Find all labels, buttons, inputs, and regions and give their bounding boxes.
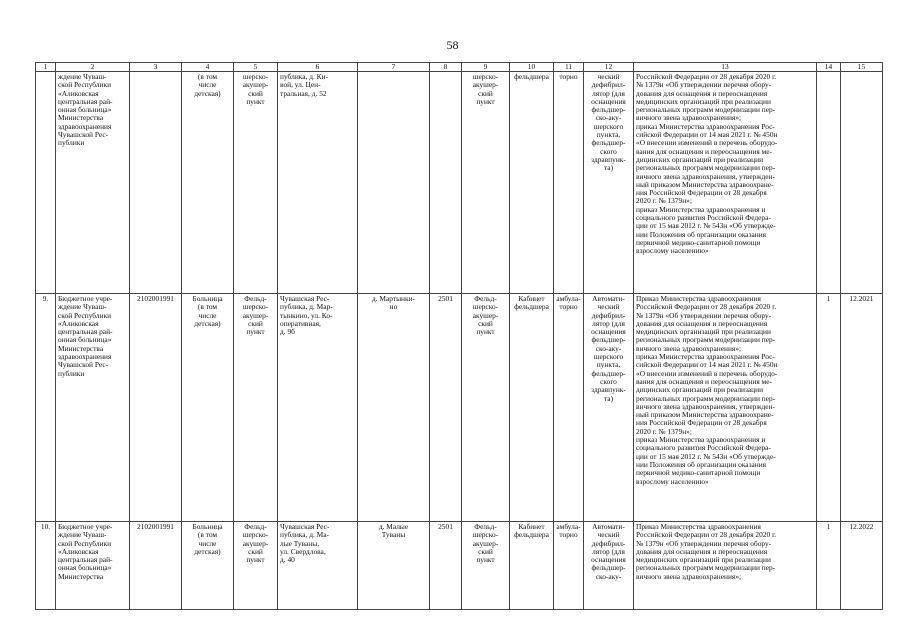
organization-type: Больница (в том числе детская) [182, 522, 234, 610]
row-number [36, 72, 56, 294]
unit-type: Фельд- шерско- акушер- ский пункт [234, 522, 278, 610]
row-number: 9. [36, 294, 56, 522]
date: 12.2022 [841, 522, 883, 610]
quantity: 1 [817, 522, 841, 610]
unit-type-2: шерско- акушер- ский пункт [462, 72, 510, 294]
table-row [36, 294, 883, 522]
unit-type: Фельд- шерско- акушер- ский пункт [234, 294, 278, 522]
column-number: 7 [358, 63, 430, 72]
column-number: 14 [817, 63, 841, 72]
inn [130, 72, 182, 294]
column-number: 11 [554, 63, 584, 72]
column-number: 4 [182, 63, 234, 72]
quantity [817, 72, 841, 294]
date [841, 72, 883, 294]
column-number: 5 [234, 63, 278, 72]
cabinet: Кабинет фельдшера [510, 294, 554, 522]
legal-basis: Приказ Министерства здравоохранения Российской Федерации от 28 декабря 2020 г. № 1379н «Об утверждении перечня обору- дования для оснащения и переоснащения медицинских организаций при реализации региональных программ модернизации пер- вичного звена здравоохранения»; [634, 522, 817, 610]
date: 12.2021 [841, 294, 883, 522]
population [430, 72, 462, 294]
organization-name: Бюджетное учре- ждение Чуваш- ской Республики «Аликовская центральная рай- онная больница» Министерства здравоохранения Чувашской Рес- публики [56, 294, 130, 522]
organization-type: (в том числе детская) [182, 72, 234, 294]
column-number: 2 [56, 63, 130, 72]
column-number: 15 [841, 63, 883, 72]
address: Чувашская Рес- публика, д. Ма- лые Туваны, ул. Свердлова, д. 40 [278, 522, 358, 610]
table-row [36, 72, 883, 294]
unit-type-2: Фельд- шерско- акушер- ский пункт [462, 522, 510, 610]
equipment-name: ческий дефибрил- лятор (для оснащения фельдшер- ско-аку- шерского пункта, фельдшер- ского здравпунк- та) [584, 72, 634, 294]
population: 2501 [430, 294, 462, 522]
column-number: 9 [462, 63, 510, 72]
column-number: 12 [584, 63, 634, 72]
unit-type: шерско- акушер- ский пункт [234, 72, 278, 294]
settlement [358, 72, 430, 294]
population: 2501 [430, 522, 462, 610]
column-number: 3 [130, 63, 182, 72]
care-condition: торно [554, 72, 584, 294]
equipment-table [35, 62, 883, 610]
page-number: 58 [446, 38, 459, 52]
organization-name: Бюджетное учре- ждение Чуваш- ской Республики «Аликовская центральная рай- онная больница» Министерства [56, 522, 130, 610]
care-condition: амбула- торно [554, 522, 584, 610]
unit-type-2: Фельд- шерско- акушер- ский пункт [462, 294, 510, 522]
address: публика, д. Ки- вой, ул. Цен- тральная, д. 52 [278, 72, 358, 294]
equipment-name: Автомати- ческий дефибрил- лятор (для оснащения фельдшер- ско-аку- шерского пункта, фельдшер- ского здравпунк- та) [584, 294, 634, 522]
inn: 2102001991 [130, 522, 182, 610]
settlement: д. Малые Туваны [358, 522, 430, 610]
address: Чувашская Рес- публика, д. Мар- тынкино, ул. Ко- оперативная, д. 9б [278, 294, 358, 522]
cabinet: фельдшера [510, 72, 554, 294]
organization-type: Больница (в том числе детская) [182, 294, 234, 522]
quantity: 1 [817, 294, 841, 522]
equipment-name: Автомати- ческий дефибрил- лятор (для оснащения фельдшер- ско-аку- [584, 522, 634, 610]
legal-basis: Российской Федерации от 28 декабря 2020 г. № 1379н «Об утверждении перечня обору- дования для оснащения и переоснащения медицинских организаций при реализации региональных программ модернизации пер- вичного звена здравоохранения»; приказ Министерства здравоохранения Рос- сийской Федерации от 14 мая 2021 г. № 450н «О внесении изменений в перечень оборудо- вания для оснащения и переоснащения ме- дицинских организаций при реализации региональных программ модернизации пер- вичного звена здравоохранения, утвержден- ный приказом Министерства здравоохране- ния Российской Федерации от 28 декабря 2020 г. № 1379н»; приказ Министерства здравоохранения и социального развития Российской Федера- ции от 15 мая 2012 г. № 543н «Об утвержде- нии Положения об организации оказания первичной медико-санитарной помощи взрослому населению» [634, 72, 817, 294]
column-number: 10 [510, 63, 554, 72]
care-condition: амбула- торно [554, 294, 584, 522]
settlement: д. Мартынки- но [358, 294, 430, 522]
inn: 2102001991 [130, 294, 182, 522]
column-number: 8 [430, 63, 462, 72]
row-number: 10. [36, 522, 56, 610]
cabinet: Кабинет фельдшера [510, 522, 554, 610]
column-number: 13 [634, 63, 817, 72]
column-number: 1 [36, 63, 56, 72]
table-row [36, 522, 883, 610]
column-number: 6 [278, 63, 358, 72]
legal-basis: Приказ Министерства здравоохранения Российской Федерации от 28 декабря 2020 г. № 1379н «Об утверждении перечня обору- дования для оснащения и переоснащения медицинских организаций при реализации региональных программ модернизации пер- вичного звена здравоохранения»; приказ Министерства здравоохранения Рос- сийской Федерации от 14 мая 2021 г. № 450н «О внесении изменений в перечень оборудо- вания для оснащения и переоснащения ме- дицинских организаций при реализации региональных программ модернизации пер- вичного звена здравоохранения, утвержден- ный приказом Министерства здравоохране- ния Российской Федерации от 28 декабря 2020 г. № 1379н»; приказ Министерства здравоохранения и социального развития Российской Федера- ции от 15 мая 2012 г. № 543н «Об утвержде- нии Положения об организации оказания первичной медико-санитарной помощи взрослому населению» [634, 294, 817, 522]
column-number-row [36, 63, 883, 72]
organization-name: ждение Чуваш- ской Республики «Аликовская центральная рай- онная больница» Министерства здравоохранения Чувашской Рес- публики [56, 72, 130, 294]
